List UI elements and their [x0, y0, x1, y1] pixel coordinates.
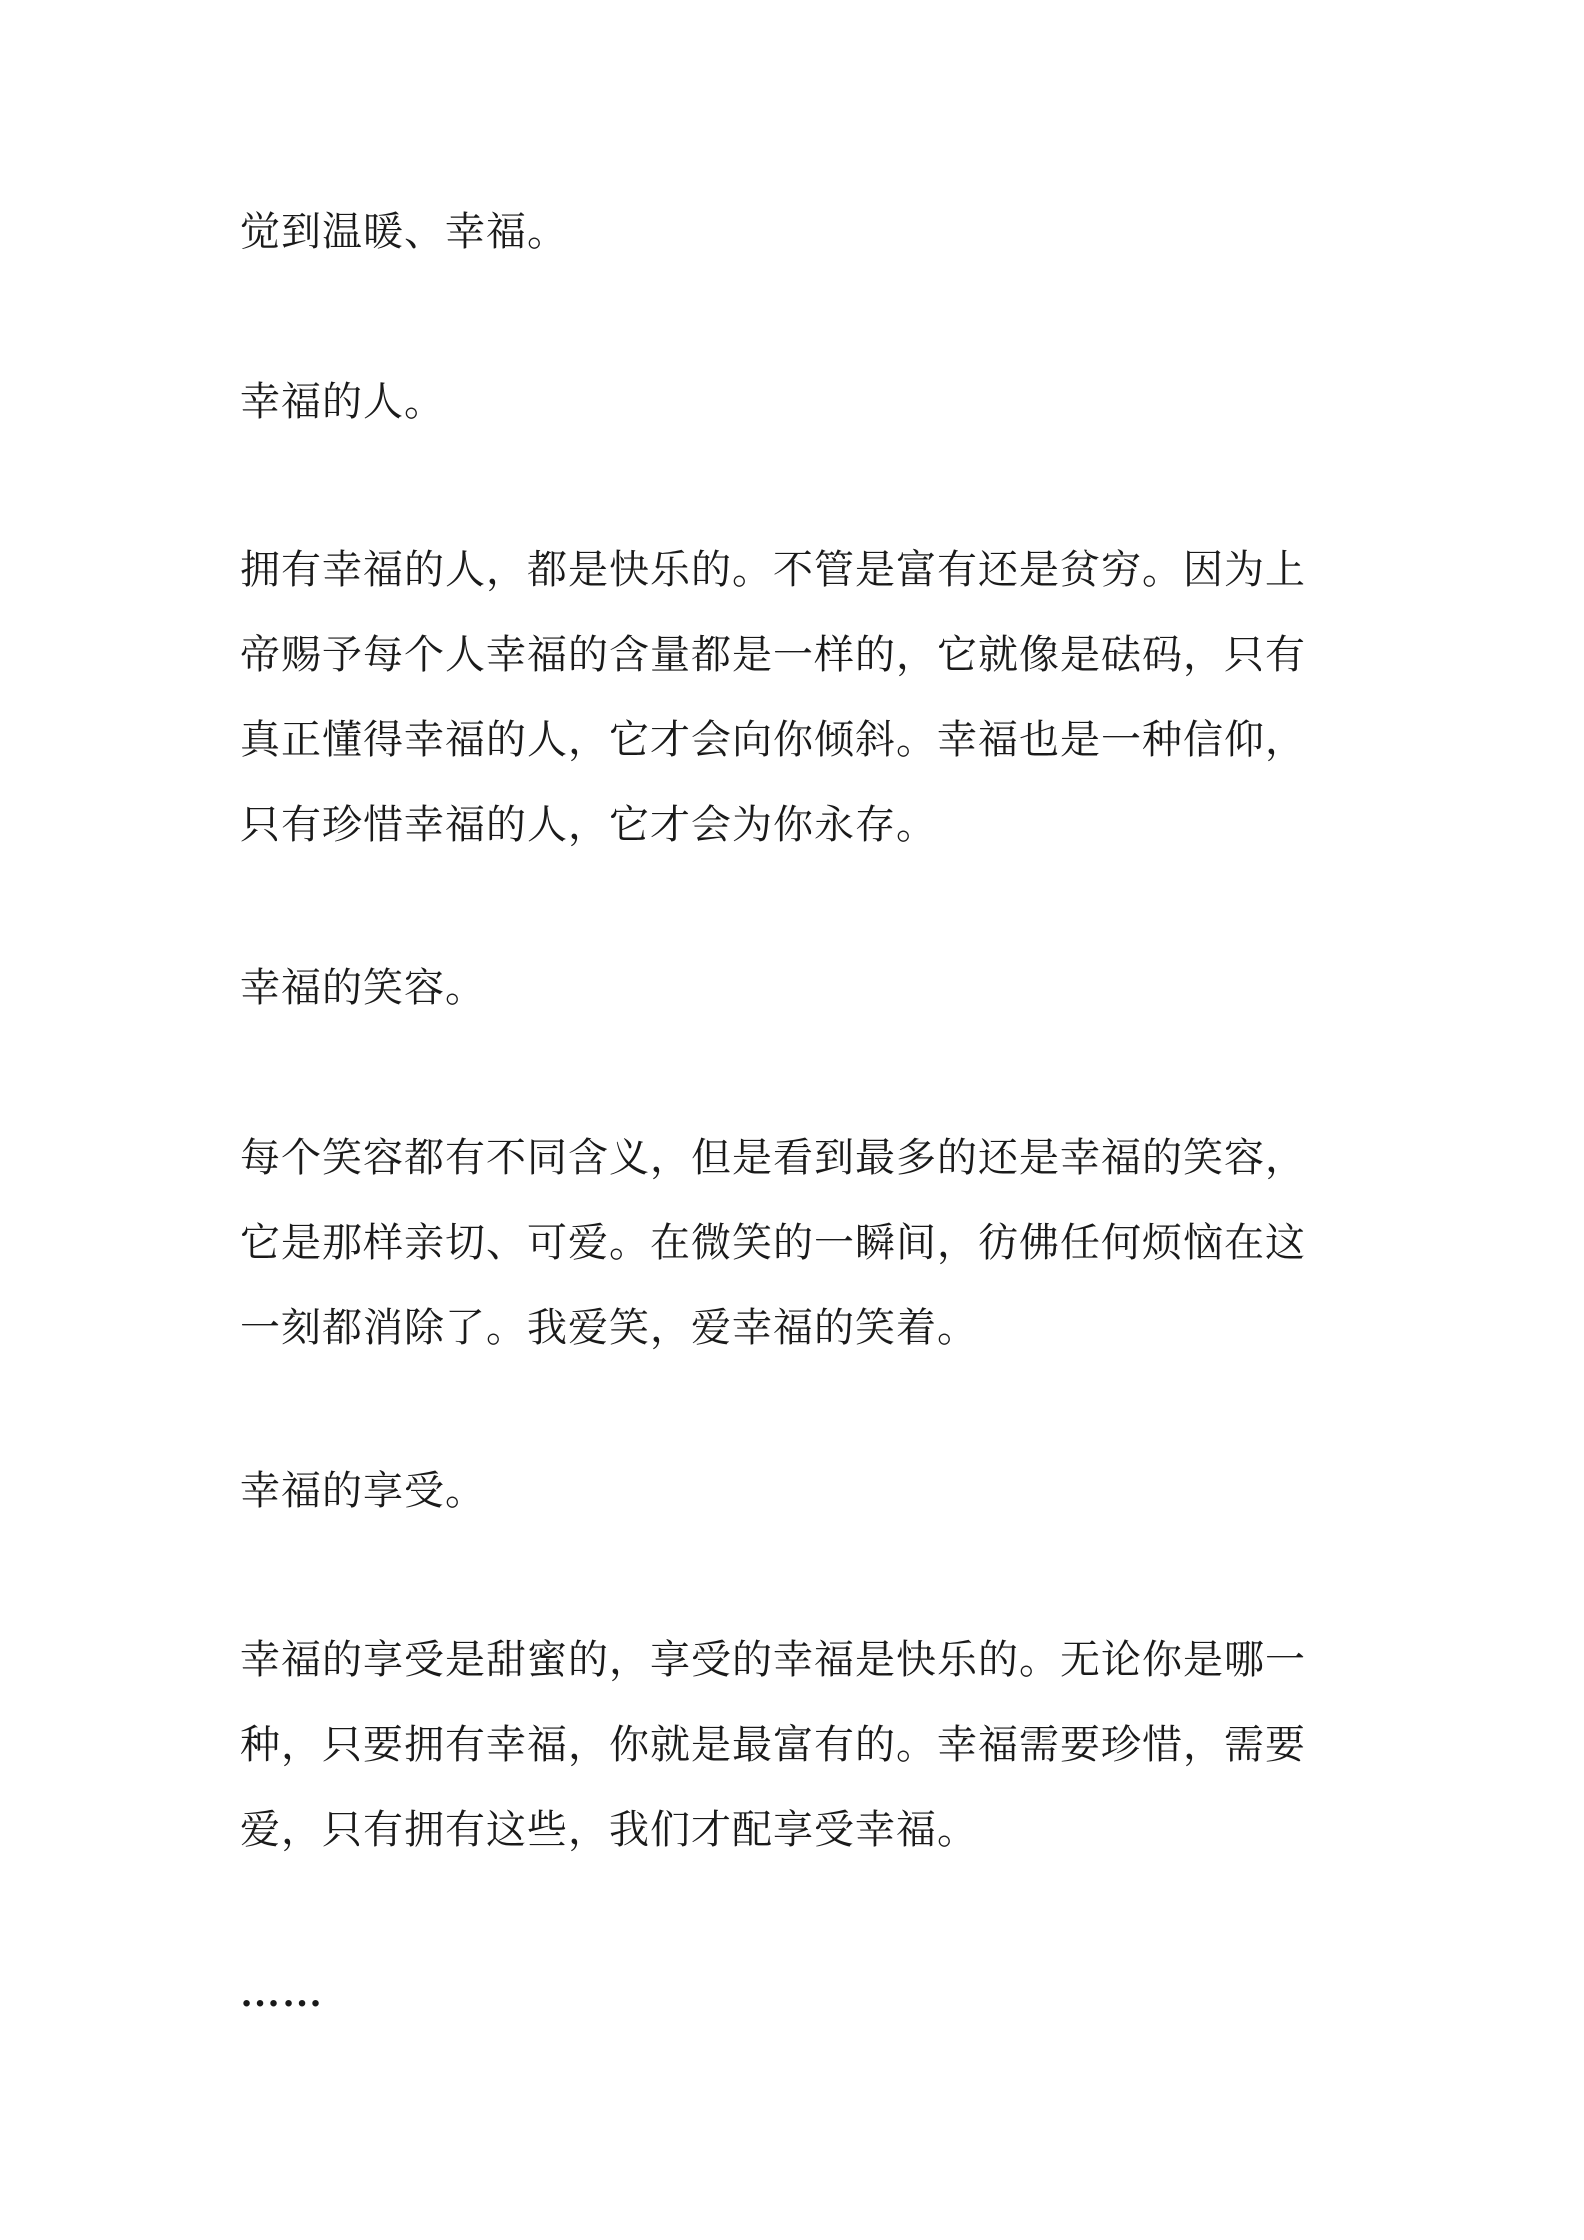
paragraph-happy-smile — [240, 1116, 1360, 1371]
paragraph-happy-enjoyment — [240, 1618, 1360, 1873]
text-line: 幸福的人。 — [240, 379, 445, 425]
text-line: 觉到温暖、幸福。 — [240, 209, 568, 255]
text-line: 每个笑容都有不同含义，但是看到最多的还是幸福的笑容， — [240, 1135, 1306, 1181]
paragraph-happy-people — [240, 528, 1360, 868]
text-line: 真正懂得幸福的人，它才会向你倾斜。幸福也是一种信仰， — [240, 717, 1306, 763]
text-line: 拥有幸福的人，都是快乐的。不管是富有还是贫穷。因为上 — [240, 547, 1306, 593]
text-line: 幸福的享受是甜蜜的，享受的幸福是快乐的。无论你是哪一 — [240, 1637, 1306, 1683]
text-line: 幸福的享受。 — [240, 1468, 486, 1514]
text-line: 它是那样亲切、可爱。在微笑的一瞬间，彷佛任何烦恼在这 — [240, 1220, 1306, 1266]
paragraph-intro — [240, 190, 1360, 275]
text-line: 帝赐予每个人幸福的含量都是一样的，它就像是砝码，只有 — [240, 632, 1306, 678]
ellipsis: …… — [240, 1970, 324, 2015]
text-line: 幸福的笑容。 — [240, 965, 486, 1011]
text-line: 一刻都消除了。我爱笑，爱幸福的笑着。 — [240, 1305, 978, 1351]
heading-happy-people — [240, 360, 1360, 445]
text-line: 种，只要拥有幸福，你就是最富有的。幸福需要珍惜，需要 — [240, 1722, 1306, 1768]
text-line: 爱，只有拥有这些，我们才配享受幸福。 — [240, 1807, 978, 1853]
ellipsis-block — [240, 1950, 1360, 2035]
heading-happy-smile — [240, 946, 1360, 1031]
heading-happy-enjoyment — [240, 1449, 1360, 1534]
text-line: 只有珍惜幸福的人，它才会为你永存。 — [240, 802, 937, 848]
